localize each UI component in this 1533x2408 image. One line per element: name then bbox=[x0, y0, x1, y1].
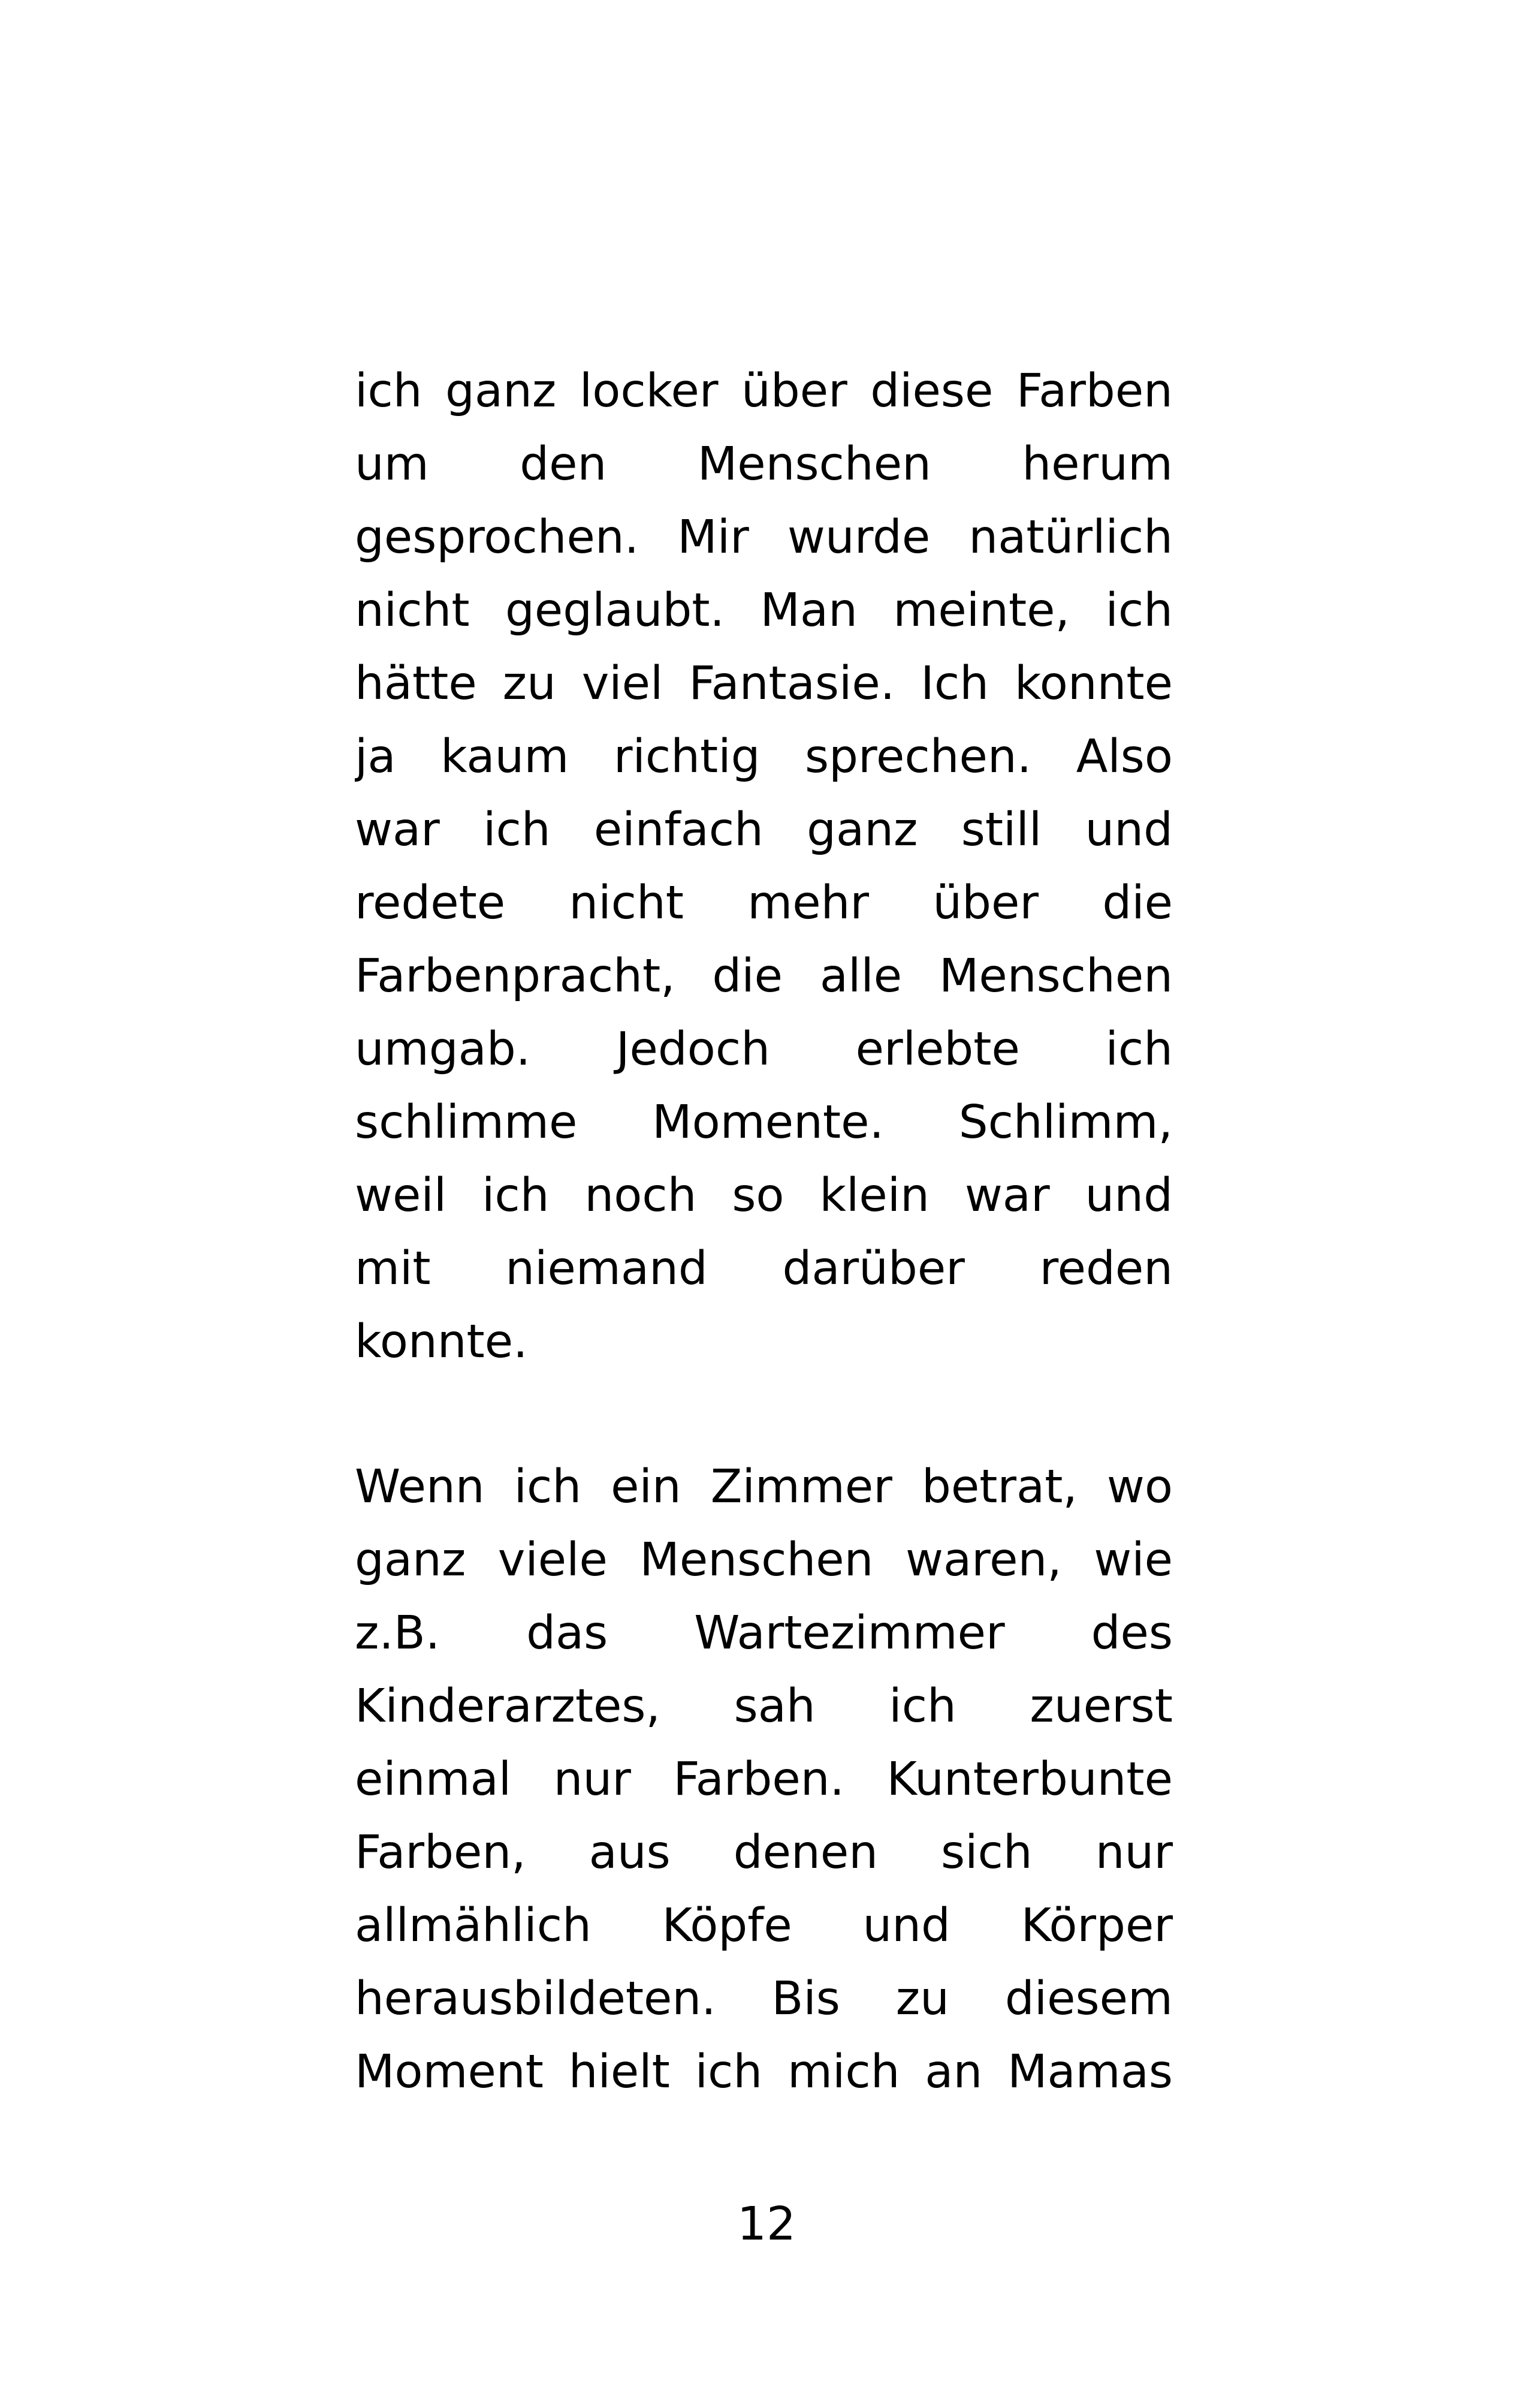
text-line: Kinderarztes, sah ich zuerst bbox=[355, 1680, 1173, 1733]
text-line: Farbenpracht, die alle Menschen bbox=[355, 950, 1173, 1003]
text-line: allmählich Köpfe und Körper bbox=[355, 1899, 1173, 1952]
text-line: mit niemand darüber reden bbox=[355, 1242, 1173, 1295]
text-line: Farben, aus denen sich nur bbox=[355, 1826, 1173, 1879]
paragraph-2 bbox=[355, 1451, 1173, 2109]
text-line: schlimme Momente. Schlimm, bbox=[355, 1096, 1173, 1149]
text-line: herausbildeten. Bis zu diesem bbox=[355, 1972, 1173, 2026]
text-line: ganz viele Menschen waren, wie bbox=[355, 1533, 1173, 1587]
text-line: redete nicht mehr über die bbox=[355, 876, 1173, 930]
text-line: einmal nur Farben. Kunterbunte bbox=[355, 1753, 1173, 1806]
text-line: um den Menschen herum bbox=[355, 438, 1173, 491]
paragraph-1 bbox=[355, 355, 1173, 1379]
text-line: ich ganz locker über diese Farben bbox=[355, 364, 1173, 418]
text-line: hätte zu viel Fantasie. Ich konnte bbox=[355, 657, 1173, 710]
text-line: nicht geglaubt. Man meinte, ich bbox=[355, 584, 1173, 637]
text-line: z.B. das Wartezimmer des bbox=[355, 1607, 1173, 1660]
text-line: war ich einfach ganz still und bbox=[355, 803, 1173, 857]
page-number: 12 bbox=[737, 2198, 796, 2251]
text-line: Wenn ich ein Zimmer betrat, wo bbox=[355, 1460, 1173, 1514]
text-line: weil ich noch so klein war und bbox=[355, 1169, 1173, 1222]
text-line: umgab. Jedoch erlebte ich bbox=[355, 1023, 1173, 1076]
text-line: konnte. bbox=[355, 1315, 528, 1369]
text-line: gesprochen. Mir wurde natürlich bbox=[355, 511, 1173, 564]
text-line: Moment hielt ich mich an Mamas bbox=[355, 2045, 1173, 2099]
text-line: ja kaum richtig sprechen. Also bbox=[355, 730, 1173, 783]
